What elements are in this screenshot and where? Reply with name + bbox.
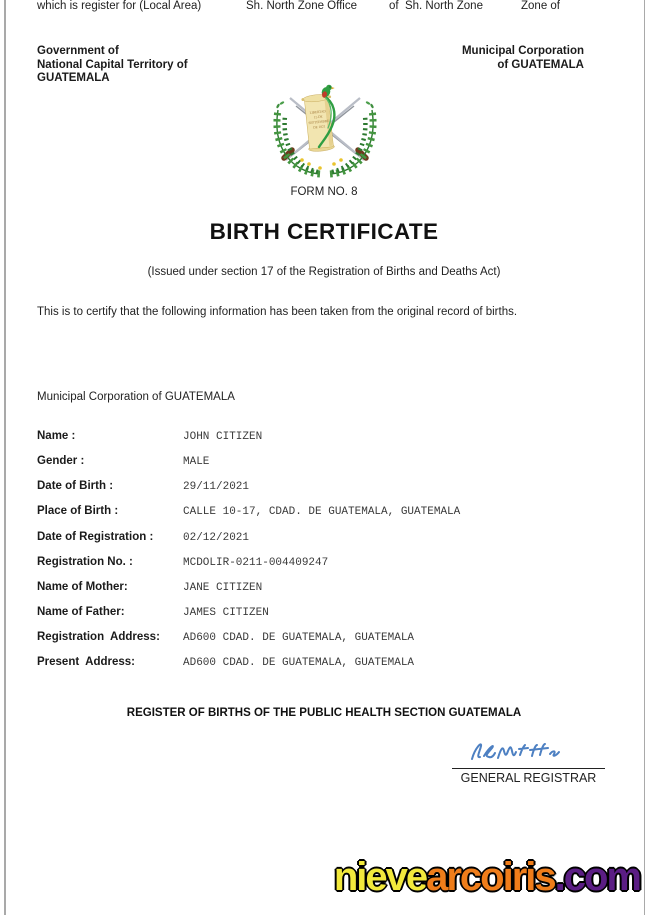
scroll-text-line1: LIBERTAD	[309, 109, 327, 115]
field-label-father-name: Name of Father:	[37, 605, 125, 618]
register-area-prefix: which is register for (Local Area)	[37, 0, 202, 12]
register-area-line	[0, 0, 648, 16]
registrar-title: GENERAL REGISTRAR	[460, 771, 597, 785]
issuing-authority-left-line1: Government of	[37, 45, 119, 57]
field-value-registration-address: AD600 CDAD. DE GUATEMALA, GUATEMALA	[183, 632, 415, 645]
watermark-segment-arcoiris: arcoiris	[426, 855, 555, 899]
field-value-gender: MALE	[183, 456, 210, 469]
scroll-text-line3: SEPTIEMBRE	[308, 118, 330, 126]
field-row-mother-name	[37, 581, 608, 606]
field-label-place-of-birth: Place of Birth :	[37, 505, 119, 518]
field-label-date-of-birth: Date of Birth :	[37, 480, 114, 493]
certify-statement: This is to certify that the following information has been taken from the original record of births.	[37, 306, 518, 318]
field-row-registration-no	[37, 556, 608, 581]
signature-line	[452, 768, 605, 769]
field-label-name: Name :	[37, 430, 76, 442]
issuing-authority-right-line2: of GUATEMALA	[497, 58, 584, 71]
page-edge-right	[644, 0, 646, 915]
field-value-present-address: AD600 CDAD. DE GUATEMALA, GUATEMALA	[183, 657, 415, 670]
register-section-heading: REGISTER OF BIRTHS OF THE PUBLIC HEALTH SECTION GUATEMALA	[126, 707, 522, 719]
certificate-title: BIRTH CERTIFICATE	[209, 219, 439, 244]
field-label-registration-address: Registration Address:	[37, 631, 160, 644]
field-value-date-of-birth: 29/11/2021	[183, 481, 250, 494]
field-label-present-address: Present Address:	[37, 656, 135, 669]
field-row-registration-address	[37, 631, 608, 656]
register-corporation-line: Municipal Corporation of GUATEMALA	[37, 391, 235, 403]
page-edge-left	[4, 0, 6, 915]
registrar-signature-icon	[468, 738, 568, 768]
issuing-authority-left	[37, 45, 188, 86]
issuing-authority-right-line1: Municipal Corporation	[461, 45, 584, 57]
watermark-segment-com: .com	[554, 855, 640, 899]
field-label-date-of-registration: Date of Registration :	[37, 530, 154, 543]
field-value-mother-name: JANE CITIZEN	[183, 581, 263, 594]
field-row-name	[37, 430, 608, 455]
scroll-text-line2: 15 DE	[313, 114, 323, 120]
site-watermark	[334, 855, 640, 900]
issuing-authority-left-line2: National Capital Territory of	[37, 58, 188, 71]
guatemala-coat-of-arms-icon	[262, 84, 388, 179]
scroll-text-line4: DE 1821	[313, 124, 326, 130]
field-row-place-of-birth	[37, 505, 608, 530]
field-row-present-address	[37, 656, 608, 681]
form-number: FORM NO. 8	[290, 186, 358, 198]
signature-stroke	[472, 744, 559, 759]
field-label-gender: Gender :	[37, 455, 85, 468]
certificate-fields	[37, 430, 608, 681]
field-row-date-of-birth	[37, 480, 608, 505]
field-value-registration-no: MCDOLIR-0211-004409247	[183, 556, 329, 569]
issuing-authority-right	[462, 45, 584, 72]
field-row-father-name	[37, 606, 608, 631]
field-value-father-name: JAMES CITIZEN	[183, 606, 269, 619]
field-value-name: JOHN CITIZEN	[183, 431, 263, 443]
field-value-date-of-registration: 02/12/2021	[183, 531, 250, 544]
field-label-registration-no: Registration No. :	[37, 555, 133, 568]
register-zone-suffix: Zone of	[521, 0, 560, 12]
certificate-subtitle: (Issued under section 17 of the Registration of Births and Deaths Act)	[147, 266, 501, 278]
field-value-place-of-birth: CALLE 10-17, CDAD. DE GUATEMALA, GUATEMALA	[183, 506, 461, 519]
watermark-segment-nieve: nieve	[333, 855, 427, 899]
issuing-authority-left-line3: GUATEMALA	[37, 72, 110, 84]
register-zone-name: of Sh. North Zone	[389, 0, 483, 12]
register-office-name: Sh. North Zone Office	[246, 0, 358, 12]
field-row-date-of-registration	[37, 531, 608, 556]
field-row-gender	[37, 455, 608, 480]
field-label-mother-name: Name of Mother:	[37, 580, 128, 593]
